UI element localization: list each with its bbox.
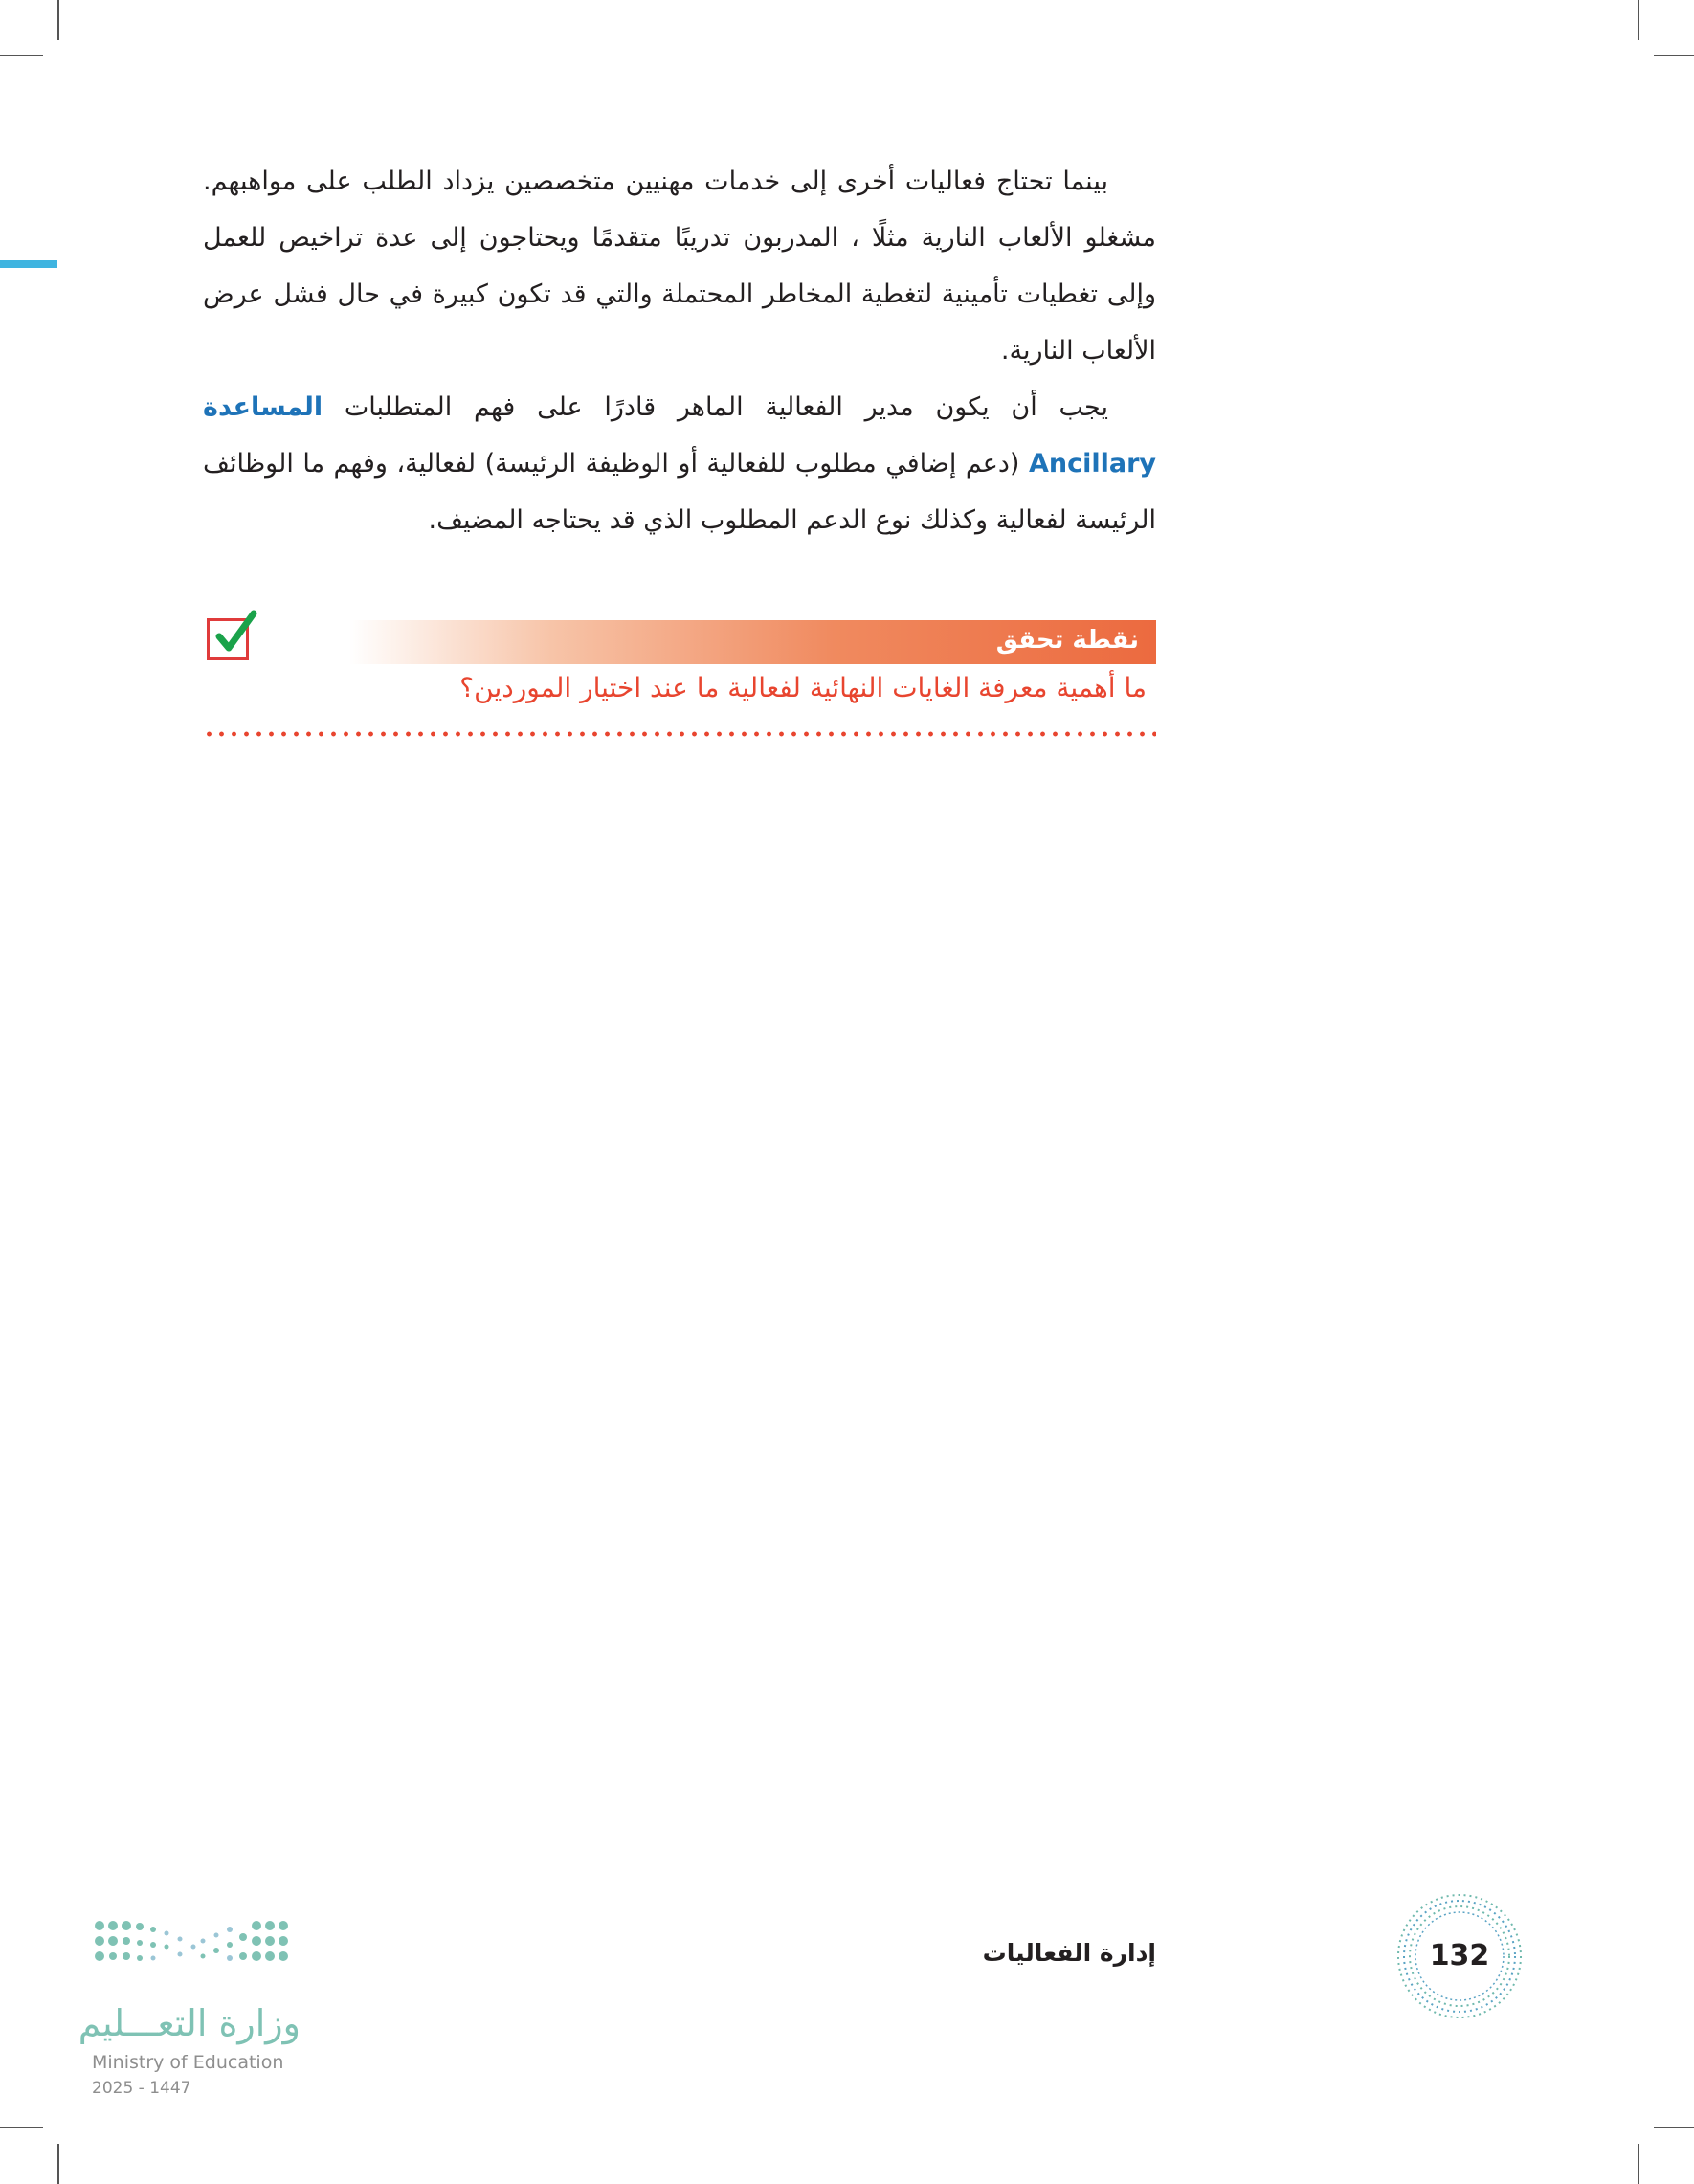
crop-mark xyxy=(1654,2127,1694,2128)
page-number-badge xyxy=(1394,1891,1525,2021)
checkpoint-checkbox xyxy=(207,618,249,660)
ministry-english-name: Ministry of Education xyxy=(92,2052,284,2073)
paragraph-2-text-a: يجب أن يكون مدير الفعالية الماهر قادرًا على فهم المتطلبات xyxy=(323,392,1108,422)
crop-mark xyxy=(0,55,43,56)
crop-mark xyxy=(1638,0,1639,40)
page-number: 132 xyxy=(1429,1939,1490,1972)
checkpoint-banner xyxy=(349,620,1156,664)
crop-mark xyxy=(57,2144,59,2184)
paragraph-2-text-b: (دعم إضافي مطلوب للفعالية أو الوظيفة الرئيسة) لفعالية، وفهم ما الوظائف الرئيسة لفعالية وكذلك نوع الدعم المطلوب الذي قد يحتاجه المضيف. xyxy=(203,449,1156,535)
crop-mark xyxy=(1638,2144,1639,2184)
ancillary-term: المساعدة Ancillary xyxy=(203,392,1156,479)
side-tab-marker xyxy=(0,260,57,268)
crop-mark xyxy=(1654,55,1694,56)
paragraph-1-text: بينما تحتاج فعاليات أخرى إلى خدمات مهنيين متخصصين يزداد الطلب على مواهبهم. مشغلو الألعاب النارية مثلًا ، المدربون تدريبًا متقدمًا ويحتاجون إلى عدة تراخيص للعمل وإلى تغطيات تأمينية لتغطية المخاطر المحتملة والتي قد تكون كبيرة في حال فشل عرض الألعاب النارية. xyxy=(203,167,1156,366)
ministry-logo xyxy=(78,1914,308,2106)
ministry-year: 2025 - 1447 xyxy=(92,2079,191,2098)
body-text xyxy=(203,153,1156,548)
ministry-arabic-name: وزارة التعـــليم xyxy=(78,2002,301,2044)
ministry-dots-icon xyxy=(88,1914,308,1991)
checkmark-icon xyxy=(215,610,257,656)
paragraph-1 xyxy=(203,153,1156,379)
checkpoint-title: نقطة تحقق xyxy=(995,626,1139,655)
crop-mark xyxy=(57,0,59,40)
paragraph-2 xyxy=(203,379,1156,548)
running-title: إدارة الفعاليات xyxy=(982,1939,1156,1967)
crop-mark xyxy=(0,2127,43,2128)
dotted-divider xyxy=(203,731,1156,737)
checkpoint-question: ما أهمية معرفة الغايات النهائية لفعالية ما عند اختيار الموردين؟ xyxy=(459,672,1147,703)
